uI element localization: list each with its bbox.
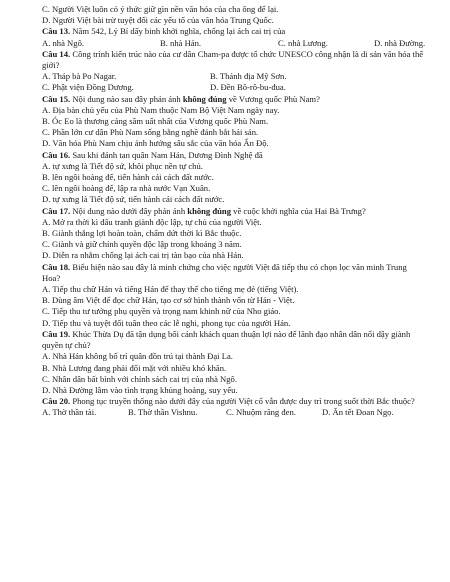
option-b[interactable]: B. Thánh địa Mỹ Sơn. xyxy=(210,71,287,82)
carryover-option-d: D. Người Việt bài trừ tuyệt đối các yếu tố của văn hóa Trung Quốc. xyxy=(42,15,274,26)
question-stem-emphasis: không đúng xyxy=(187,205,232,216)
question-14 xyxy=(42,49,426,71)
option-c[interactable]: C. Tiếp thu tư tưởng phụ quyền và trọng nam khinh nữ của Nho giáo. xyxy=(42,306,281,317)
question-14-options-row2 xyxy=(42,82,426,93)
option-a[interactable]: A. tự xưng là Tiết độ sứ, khôi phục nền tự chủ. xyxy=(42,160,203,171)
question-stem-start: Nội dung nào sau đây phản ánh xyxy=(72,93,181,104)
question-20 xyxy=(42,396,426,407)
option-d[interactable]: D. Nhà Đường lâm vào tình trạng khủng hoảng, suy yếu. xyxy=(42,384,238,395)
option-d[interactable]: D. Tiếp thu và tuyệt đối tuân theo các lễ nghi, phong tục của người Hán. xyxy=(42,317,291,328)
option-b[interactable]: B. Óc Eo là thương cảng sầm uất nhất của Vương quốc Phù Nam. xyxy=(42,116,269,127)
option-c[interactable]: C. Nhân dân bất bình với chính sách cai trị của nhà Ngô. xyxy=(42,373,237,384)
question-label: Câu 18. xyxy=(42,261,71,272)
option-b[interactable]: B. lên ngôi hoàng đế, tiến hành cải cách đất nước. xyxy=(42,172,214,183)
question-19 xyxy=(42,329,426,351)
question-15 xyxy=(42,94,426,105)
option-c[interactable]: C. Phật viện Đồng Dương. xyxy=(42,82,134,93)
option-d[interactable]: D. nhà Đường. xyxy=(374,37,426,48)
question-13 xyxy=(42,26,426,37)
question-14-options-row1 xyxy=(42,71,426,82)
option-b[interactable]: B. Nhà Lương đang phải đối mặt với nhiều khó khăn. xyxy=(42,362,227,373)
question-stem: Khúc Thừa Dụ đã tận dụng bối cảnh khách quan thuận lợi nào để lãnh đạo nhân dân nổi dậy giành quyền tự chủ? xyxy=(42,328,411,351)
question-label: Câu 16. xyxy=(42,149,71,160)
option-d[interactable]: D. Đền Bô-rô-bu-đua. xyxy=(210,82,286,93)
question-stem: Công trình kiến trúc nào của cư dân Cham-pa được tổ chức UNESCO công nhận là di sản văn hóa thế giới? xyxy=(42,48,424,71)
question-stem-end: về cuộc khởi nghĩa của Hai Bà Trưng? xyxy=(233,205,366,216)
option-d[interactable]: D. Ăn tết Đoan Ngọ. xyxy=(322,407,394,418)
option-a[interactable]: A. Mở ra thời kì đấu tranh giành độc lập, tự chủ của người Việt. xyxy=(42,216,262,227)
option-a[interactable]: A. Tiếp thu chữ Hán và tiếng Hán để thay thế cho tiếng mẹ đẻ (tiếng Việt). xyxy=(42,284,299,295)
carryover-option-c: C. Người Việt luôn có ý thức giữ gìn nền văn hóa của cha ông để lại. xyxy=(42,4,279,14)
option-c[interactable]: C. nhà Lương. xyxy=(278,37,328,48)
question-stem: Năm 542, Lý Bí dấy binh khởi nghĩa, chống lại ách cai trị của xyxy=(72,26,286,37)
option-a[interactable]: A. nhà Ngô. xyxy=(42,37,85,48)
question-label: Câu 14. xyxy=(42,48,71,59)
option-a[interactable]: A. Thờ thần tài. xyxy=(42,407,97,418)
question-label: Câu 20. xyxy=(42,396,71,407)
option-a[interactable]: A. Tháp bà Po Nagar. xyxy=(42,71,117,82)
option-c[interactable]: C. Giành và giữ chính quyền độc lập trong khoảng 3 năm. xyxy=(42,239,242,250)
question-stem-emphasis: không đúng xyxy=(182,93,227,104)
question-20-options xyxy=(42,407,426,418)
question-label: Câu 15. xyxy=(42,93,71,104)
question-label: Câu 19. xyxy=(42,328,71,339)
option-c[interactable]: C. Nhuộm răng đen. xyxy=(226,407,296,418)
option-b[interactable]: B. Thờ thần Vishnu. xyxy=(128,407,198,418)
option-d[interactable]: D. Văn hóa Phù Nam chịu ảnh hưởng sâu sắc của văn hóa Ấn Độ. xyxy=(42,138,269,149)
option-b[interactable]: B. Giành thắng lợi hoàn toàn, chấm dứt thời kì Bắc thuộc. xyxy=(42,228,242,239)
question-label: Câu 13. xyxy=(42,26,71,37)
option-b[interactable]: B. Dùng âm Việt để đọc chữ Hán, tạo cơ sở hình thành vốn từ Hán - Việt. xyxy=(42,295,295,306)
question-stem-start: Nội dung nào dưới đây phản ánh xyxy=(72,205,186,216)
option-a[interactable]: A. Nhà Hán không bố trí quân đồn trú tại thành Đại La. xyxy=(42,351,233,362)
question-stem: Biểu hiện nào sau đây là minh chứng cho việc người Việt đã tiếp thu có chọn lọc văn minh Trung Hoa? xyxy=(42,261,407,283)
question-13-options xyxy=(42,38,426,49)
option-c[interactable]: C. Phần lớn cư dân Phù Nam sống bằng nghề đánh bắt hải sản. xyxy=(42,127,259,138)
question-label: Câu 17. xyxy=(42,205,71,216)
option-b[interactable]: B. nhà Hán. xyxy=(160,37,202,48)
option-d[interactable]: D. tự xưng là Tiết độ sứ, tiến hành cải cách đất nước. xyxy=(42,194,225,205)
option-d[interactable]: D. Diễn ra nhằm chống lại ách cai trị tàn bạo của nhà Hán. xyxy=(42,250,244,261)
question-stem: Phong tục truyền thống nào dưới đây của người Việt cổ vẫn được duy trì trong suốt thời Bắc thuộc? xyxy=(72,396,415,407)
question-stem-end: về Vương quốc Phù Nam? xyxy=(228,93,320,104)
option-c[interactable]: C. lên ngôi hoàng đế, lập ra nhà nước Vạn Xuân. xyxy=(42,183,211,194)
question-17 xyxy=(42,206,426,217)
option-a[interactable]: A. Địa bàn chủ yếu của Phù Nam thuộc Nam Bộ Việt Nam ngày nay. xyxy=(42,104,280,115)
question-16 xyxy=(42,150,426,161)
question-18 xyxy=(42,262,426,284)
question-stem: Sau khi đánh tan quân Nam Hán, Dương Đình Nghệ đã xyxy=(72,149,263,160)
